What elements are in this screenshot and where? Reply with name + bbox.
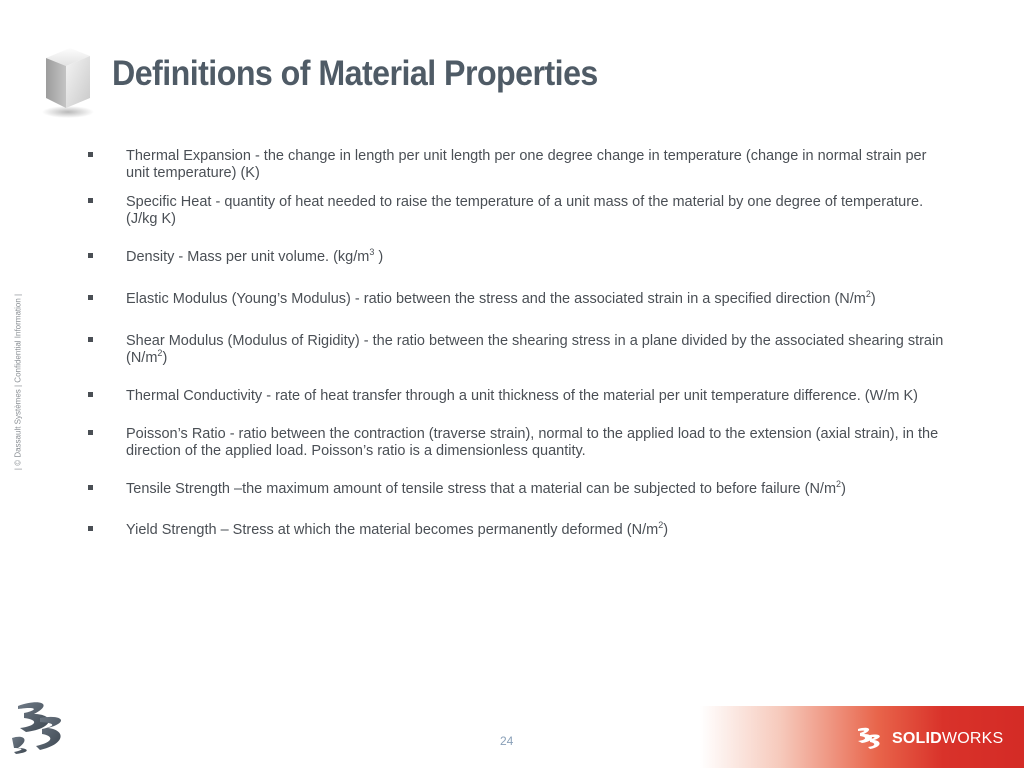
bullet-text: Tensile Strength –the maximum amount of tensile stress that a material can be subjected to before failure (N/m [126,481,837,497]
slide-title: Definitions of Material Properties [112,54,598,93]
bullet-superscript: 3 [369,247,375,258]
bullet-marker-icon [88,337,93,342]
bullet-superscript: 2 [836,479,842,490]
bullet-item [88,291,948,308]
bullet-item [88,426,948,460]
bullet-list [88,148,948,539]
solidworks-wordmark-solid: SOLID [892,730,942,747]
bullet-item [88,522,948,539]
cube-icon [38,42,98,120]
bullet-superscript: 2 [658,520,664,531]
bullet-text-after: ) [841,481,846,497]
bullet-marker-icon [88,152,93,157]
bullet-superscript: 2 [157,348,163,359]
bullet-marker-icon [88,253,93,258]
bullet-text-after: ) [162,350,168,366]
solidworks-logo [852,722,1003,756]
bullet-text: Poisson’s Ratio - ratio between the contraction (traverse strain), normal to the applied load to the extension (axial strain), in the direction of the applied load. Poisson’s ratio is a dimensionless quantity. [126,426,939,459]
bullet-text: Specific Heat - quantity of heat needed to raise the temperature of a unit mass of the material by one degree of temperature. (J/kg K) [126,194,924,227]
bullet-marker-icon [88,526,93,531]
bullet-text: Thermal Conductivity - rate of heat transfer through a unit thickness of the material per unit temperature difference. (W/m K) [126,388,918,404]
bullet-text-after: ) [374,249,384,265]
bullet-item [88,333,948,367]
bullet-marker-icon [88,430,93,435]
bullet-marker-icon [88,392,93,397]
bullet-superscript: 2 [865,289,871,300]
bullet-text-after: ) [870,291,876,307]
bullet-item [88,388,948,405]
solidworks-wordmark-works: WORKS [941,730,1004,747]
solidworks-wordmark [892,730,1003,748]
bullet-marker-icon [88,295,93,300]
bullet-marker-icon [88,485,93,490]
solidworks-logo-icon [852,725,886,753]
bullet-item [88,194,948,228]
ds-logo-icon [10,698,76,756]
bullet-text: Density - Mass per unit volume. (kg/m [126,249,370,265]
bullet-marker-icon [88,198,93,203]
bullet-text: Shear Modulus (Modulus of Rigidity) - the ratio between the shearing stress in a plane divided by the associated shearing strain (N/m [126,333,944,366]
bullet-item [88,481,948,498]
bullet-text-after: ) [663,522,669,538]
bullet-item [88,148,948,182]
bullet-text: Yield Strength – Stress at which the material becomes permanently deformed (N/m [126,522,659,538]
bullet-item [88,249,948,266]
bullet-text: Thermal Expansion - the change in length per unit length per one degree change in temperature (change in normal strain per unit temperature) (K) [126,148,927,181]
page-number: 24 [500,734,514,748]
bullet-text: Elastic Modulus (Young’s Modulus) - ratio between the stress and the associated strain in a specified direction (N/m [126,291,866,307]
copyright-text: | © Dassault Systèmes | Confidential Information | [13,293,23,471]
